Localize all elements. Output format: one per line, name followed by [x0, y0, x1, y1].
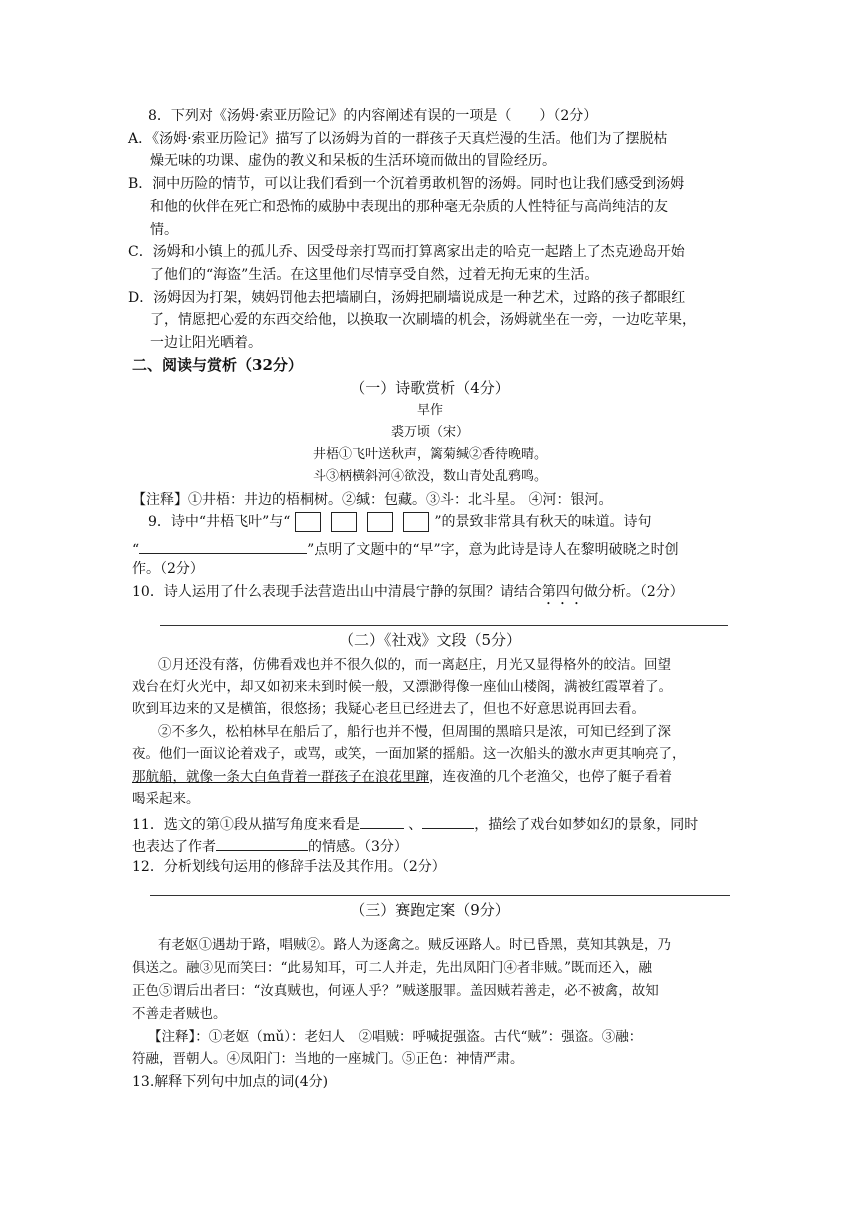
- q10-text-post: 做分析。（2分）: [583, 584, 684, 600]
- poem-line-1: 井梧①飞叶送秋声，篱菊缄②香待晚晴。: [312, 447, 547, 462]
- q9-line3: 作。（2分）: [132, 561, 204, 577]
- saipao-text-line1: 有老妪①遇劫于路，唱贼②。路人为逐禽之。贼反诬路人。时已昏黑，莫知其孰是，乃: [158, 937, 671, 953]
- q11-text-d: 也表达了作者: [132, 839, 216, 855]
- q8-option-c-line2: 了他们的“海盗”生活。在这里他们尽情享受自然，过着无拘无束的生活。: [150, 267, 599, 283]
- shexi-heading: （二）《社戏》文段（5分）: [338, 631, 522, 649]
- q11-text-a: 11．选文的第①段从描写角度来看是: [132, 817, 360, 833]
- q13: 13.解释下列句中加点的词(4分): [132, 1074, 329, 1090]
- q9-answer-box-3[interactable]: [367, 512, 393, 532]
- answer-line-q10[interactable]: [160, 625, 728, 626]
- q9-line2: [132, 537, 679, 560]
- q11-blank-2[interactable]: [422, 812, 474, 829]
- section-heading: 二、阅读与赏析（32分）: [132, 356, 303, 374]
- q9-answer-box-1[interactable]: [295, 512, 321, 532]
- q8-option-c-line1: C．汤姆和小镇上的孤儿乔、因受母亲打骂而打算离家出走的哈克一起踏上了杰克逊岛开始: [128, 244, 685, 260]
- answer-line-q12[interactable]: [150, 895, 730, 896]
- q9-quote-open: “: [132, 542, 140, 558]
- q11-text-c: ，描绘了戏台如梦如幻的景象，同时: [474, 817, 699, 833]
- q9-answer-box-2[interactable]: [331, 512, 357, 532]
- shexi-p2-line2: 夜。他们一面议论着戏子，或骂，或笑，一面加紧的摇船。这一次船头的激水声更其响亮了，: [132, 746, 686, 762]
- q8-stem: 8．下列对《汤姆·索亚历险记》的内容阐述有误的一项是（ ）（2分）: [148, 108, 598, 124]
- q9-text-pre: 9．诗中“井梧飞叶”与“: [148, 514, 291, 530]
- poem-author: 裘万顷（宋）: [390, 425, 469, 440]
- saipao-text-line3: 正色⑤谓后出者曰：“汝真贼也，何诬人乎？”贼遂服罪。盖因贼若善走，必不被禽，故知: [132, 983, 659, 999]
- shexi-p2-line1: ②不多久，松柏林早在船后了，船行也并不慢，但周围的黑暗只是浓，可知已经到了深: [158, 724, 671, 740]
- q11-text-e: 的情感。（3分）: [308, 839, 408, 855]
- q10-dotted-text: 第四句: [541, 584, 584, 600]
- q8-option-a-line1: A．《汤姆·索亚历险记》描写了以汤姆为首的一群孩子天真烂漫的生活。他们为了摆脱枯: [128, 131, 668, 147]
- q8-option-b-line3: 情。: [150, 222, 178, 238]
- shexi-p2-line3: [132, 767, 672, 787]
- saipao-text-line2: 俱送之。融③见而笑曰：“此易知耳，可二人并走，先出凤阳门④者非贼。”既而还入，融: [132, 960, 653, 976]
- shexi-p1-line2: 戏台在灯火光中，却又如初来未到时候一般，又漂渺得像一座仙山楼阁，满被红霞罩着了。: [132, 679, 672, 695]
- q8-option-d-line2: 了，情愿把心爱的东西交给他，以换取一次刷墙的机会，汤姆就坐在一旁，一边吃苹果，: [150, 312, 696, 328]
- poem-title: 早作: [416, 403, 443, 418]
- q9-answer-box-4[interactable]: [403, 512, 429, 532]
- underlined-sentence: 那航船，就像一条大白鱼背着一群孩子在浪花里蹿: [132, 769, 429, 785]
- q8-option-b-line2: 和他的伙伴在死亡和恐怖的威胁中表现出的那种毫无杂质的人性特征与高尚纯洁的友: [150, 199, 668, 215]
- q11-blank-1[interactable]: [360, 812, 404, 829]
- q11-text-b: 、: [408, 817, 423, 833]
- q8-option-d-line3: 一边让阳光晒着。: [150, 335, 262, 351]
- q9-text-post: ”的景致非常具有秋天的味道。诗句: [434, 514, 652, 530]
- poem-heading: （一）诗歌赏析（4分）: [350, 379, 510, 397]
- saipao-heading: （三）赛跑定案（9分）: [350, 901, 510, 919]
- saipao-text-line4: 不善走者贼也。: [132, 1006, 227, 1022]
- saipao-note-line2: 符融，晋朝人。④凤阳门：当地的一座城门。⑤正色：神情严肃。: [132, 1051, 524, 1067]
- shexi-p1-line3: 吹到耳边来的又是横笛，很悠扬；我疑心老旦已经进去了，但也不好意思说再回去看。: [132, 701, 645, 717]
- shexi-p1-line1: ①月还没有落，仿佛看戏也并不很久似的，而一离赵庄，月光又显得格外的皎洁。回望: [158, 657, 671, 673]
- q10: [132, 582, 684, 608]
- q8-option-d-line1: D．汤姆因为打架，姨妈罚他去把墙刷白，汤姆把刷墙说成是一种艺术，过路的孩子都眼红: [128, 290, 686, 306]
- shexi-p2-line4: 喝采起来。: [132, 791, 200, 807]
- q11-line2: [132, 834, 408, 857]
- poem-line-2: 斗③柄横斜河④欲没，数山青处乱鸦鸣。: [312, 469, 547, 484]
- q9-answer-blank[interactable]: [139, 537, 307, 554]
- q12: 12．分析划线句运用的修辞手法及其作用。（2分）: [132, 859, 446, 875]
- q10-text-pre: 10．诗人运用了什么表现手法营造出山中清晨宁静的氛围？请结合: [132, 584, 542, 600]
- q8-option-b-line1: B．洞中历险的情节，可以让我们看到一个沉着勇敢机智的汤姆。同时也让我们感受到汤姆: [128, 176, 685, 192]
- saipao-note-line1: 【注释】：①老妪（mǔ）：老妇人 ②唱贼：呼喊捉强盗。古代“贼”：强盗。③融：: [148, 1029, 643, 1045]
- poem-note: 【注释】①井梧：井边的梧桐树。②缄：包藏。③斗：北斗星。 ④河：银河。: [132, 492, 613, 508]
- q9-text-line2: ”点明了文题中的“早”字，意为此诗是诗人在黎明破晓之时创: [307, 542, 679, 558]
- q8-option-a-line2: 燥无味的功课、虚伪的教义和呆板的生活环境而做出的冒险经历。: [150, 153, 556, 169]
- q11-line1: [132, 812, 698, 835]
- shexi-p2-line3-rest: ，连夜渔的几个老渔父，也停了艇子看着: [429, 769, 672, 785]
- q9-line1: [148, 512, 652, 532]
- q11-blank-3[interactable]: [216, 834, 308, 851]
